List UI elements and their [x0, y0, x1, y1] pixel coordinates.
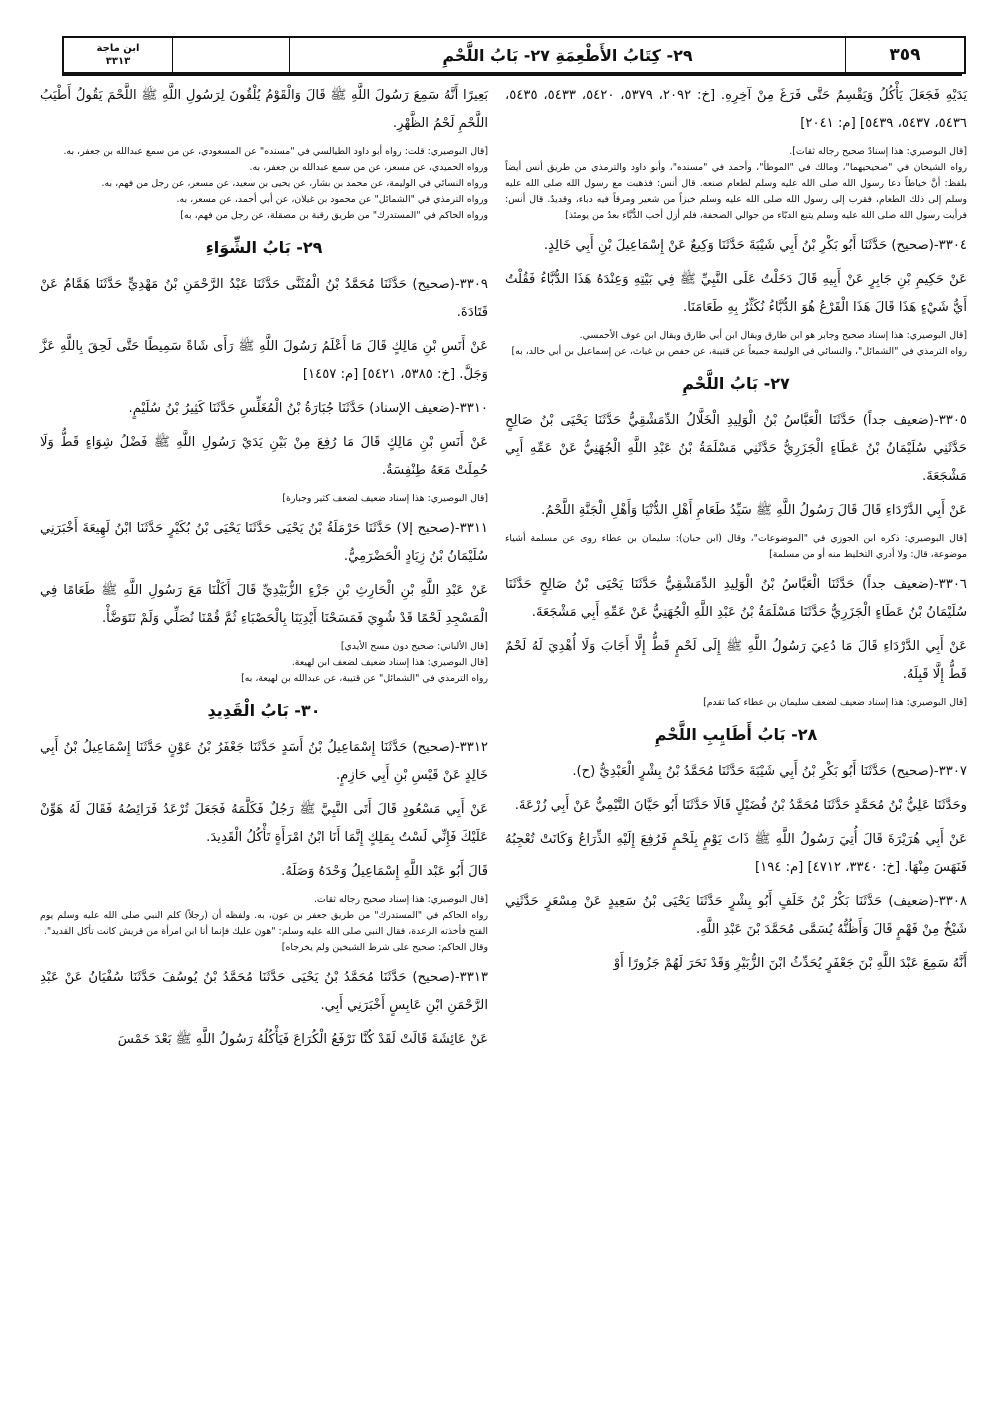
footnote-line: رواه الترمذي في "الشمائل"، والنسائي في الوليمة جميعاً عن قتيبة، عن حفص بن غياث، عن إسماعيل بن أبي خالد، به] — [511, 346, 967, 357]
hadith-paragraph: عَنْ أَبِي الدَّرْدَاءِ قَالَ مَا دُعِيَ رَسُولُ اللَّهِ ﷺ إِلَى لَحْمٍ قَطُّ إِلَّا أَجَابَ وَلَا أُهْدِيَ لَهُ لَحْمٌ قَطُّ إِلَّا قَبِلَهُ. — [505, 639, 967, 682]
footnote-line: ورواه الترمذي في "الشمائل" عن محمود بن غيلان، عن أبي أحمد، عن مسعر، به. — [176, 194, 488, 205]
header-spacer — [173, 38, 290, 72]
hadith-paragraph: عَنْ أَبِي الدَّرْدَاءِ قَالَ قَالَ رَسُولُ اللَّهِ ﷺ سَيِّدُ طَعَامِ أَهْلِ الدُّنْيَا وَأَهْلِ الْجَنَّةِ اللَّحْمُ. — [541, 503, 967, 518]
hadith-paragraph: ٣٣٠٧-(صحيح) حَدَّثَنَا أَبُو بَكْرِ بْنُ أَبِي شَيْبَةَ حَدَّثَنَا مُحَمَّدُ بْنُ بِشْرٍ الْعَبْدِيُّ (ح). — [572, 764, 967, 779]
hadith-paragraph: ٣٣١٠-(ضعيف الإسناد) حَدَّثَنَا جُبَارَةُ بْنُ الْمُغَلِّسِ حَدَّثَنَا كَثِيرُ بْنُ سُلَيْمٍ. — [128, 401, 488, 416]
source-label: ابن ماجة — [96, 43, 140, 54]
footnote-line: رواه الشيخان في "صحيحيهما"، ومالك في "الموطأ"، وأحمد في "مسنده"، وأبو داود والترمذي من طريق أنس أيضاً بلفظ: أنَّ خياطاً دعا رسول الله صلى الله عليه وسلم لطعام صنعه. قال أنس: فذهبت مع رسول الله صلى الله عليه وسلم إلى ذلك الطعام، فقرب إلى رسول الله صلى الله عليه وسلم خبزاً من شعير ومرقاً فيه دباء، وقديدٌ. قال أنس: فرأيت رسول الله صلى الله عليه وسلم يتبع الدبّاء من حوالي الصحفة، فلم أزل أحب الدُّبَّاء بعدُ من يومئذ] — [505, 162, 967, 221]
hadith-paragraph: عَنْ عَبْدِ اللَّهِ بْنِ الْحَارِثِ بْنِ جَزْءٍ الزُّبَيْدِيِّ قَالَ أَكَلْنَا مَعَ رَسُولِ اللَّهِ ﷺ طَعَامًا فِي الْمَسْجِدِ لَحْمًا قَدْ شُوِيَ فَمَسَحْنَا أَيْدِيَنَا بِالْحَصْبَاءِ ثُمَّ قُمْنَا نُصَلِّي وَلَمْ نَتَوَضَّأْ. — [40, 583, 488, 626]
hadith-paragraph: عَنْ أَبِي مَسْعُودٍ قَالَ أَتَى النَّبِيَّ ﷺ رَجُلٌ فَكَلَّمَهُ فَجَعَلَ تُرْعَدُ فَرَائِصُهُ فَقَالَ لَهُ هَوِّنْ عَلَيْكَ فَإِنِّي لَسْتُ بِمَلِكٍ إِنَّمَا أَنَا ابْنُ امْرَأَةٍ تَأْكُلُ الْقَدِيدَ. — [40, 802, 488, 845]
footnote-block — [505, 531, 967, 563]
hadith-paragraph: ٣٣١١-(صحيح إلا) حَدَّثَنَا حَرْمَلَةُ بْنُ يَحْيَى حَدَّثَنَا يَحْيَى بْنُ بُكَيْرٍ حَدَّثَنَا ابْنُ لَهِيعَةَ أَخْبَرَنِي سُلَيْمَانُ بْنُ زِيَادٍ الْحَضْرَمِيُّ. — [40, 521, 488, 564]
hadith-paragraph: ٣٣٠٨-(ضعيف) حَدَّثَنَا بَكْرُ بْنُ خَلَفٍ أَبُو بِشْرٍ حَدَّثَنَا يَحْيَى بْنُ سَعِيدٍ عَنْ مِسْعَرٍ حَدَّثَنِي شَيْخٌ مِنْ فَهْمٍ قَالَ وَأَظُنُّهُ يُسَمَّى مُحَمَّدَ بْنَ عَبْدِ اللَّهِ. — [505, 894, 967, 937]
hadith-paragraph: بَعِيرًا أَنَّهُ سَمِعَ رَسُولَ اللَّهِ ﷺ قَالَ وَالْقَوْمُ يُلْقُونَ لِرَسُولِ اللَّهِ ﷺ اللَّحْمَ يَقُولُ أَطْيَبُ اللَّحْمِ لَحْمُ الظَّهْرِ. — [40, 88, 488, 131]
footnote-line: وقال الحاكم: صحيح على شرط الشيخين ولم يخرجاه] — [281, 942, 488, 953]
page-header — [62, 36, 966, 74]
hadith-paragraph: يَدَيْهِ فَجَعَلَ يَأْكُلُ وَيَقْسِمُ حَتَّى فَرَغَ مِنْ آخِرِهِ. [خ: ٢٠٩٢، ٥٣٧٩، ٥٤٢٠، ٥٤٣٣، ٥٤٣٥، ٥٤٣٦، ٥٤٣٧، ٥٤٣٩] [م: ٢٠٤١] — [505, 88, 968, 131]
footnote-line: ورواه النسائي في الوليمة، عن محمد بن بشار، عن يحيى بن سعيد، عن مسعر، عن رجل من فهم، به. — [101, 178, 488, 189]
footnote-block — [40, 491, 488, 507]
hadith-paragraph: ٣٣١٢-(صحيح) حَدَّثَنَا إِسْمَاعِيلُ بْنُ أَسَدٍ حَدَّثَنَا جَعْفَرُ بْنُ عَوْنٍ حَدَّثَنَا إِسْمَاعِيلُ بْنُ أَبِي خَالِدٍ عَنْ قَيْسِ بْنِ أَبِي حَازِمٍ. — [40, 740, 488, 783]
hadith-paragraph: ٣٣٠٥-(ضعيف جداً) حَدَّثَنَا الْعَبَّاسُ بْنُ الْوَلِيدِ الْخَلَّالُ الدِّمَشْقِيُّ حَدَّثَنَا يَحْيَى بْنُ صَالِحٍ حَدَّثَنِي سُلَيْمَانُ بْنُ عَطَاءٍ الْجَزَرِيُّ حَدَّثَنِي مَسْلَمَةُ بْنُ عَبْدِ اللَّهِ الْجُهَنِيُّ عَنْ عَمِّهِ أَبِي مَشْجَعَةَ. — [505, 413, 967, 484]
hadith-paragraph: عَنْ أَنَسِ بْنِ مَالِكٍ قَالَ مَا أَعْلَمُ رَسُولَ اللَّهِ ﷺ رَأَى شَاةً سَمِيطًا حَتَّى لَحِقَ بِاللَّهِ عَزَّ وَجَلَّ. [خ: ٥٣٨٥، ٥٤٢١] [م: ١٤٥٧] — [40, 339, 488, 382]
left-column — [40, 82, 488, 1060]
footnote-line: [قال البوصيري: هذا إسناد ضعيف لضعف كثير وجبارة] — [282, 493, 488, 504]
book-title: ٢٩- كِتَابُ الأَطْعِمَةِ ٢٧- بَابُ اللَّحْمِ — [290, 38, 846, 72]
footnote-line: [قال البوصيري: هذا إسناد صحيح رجاله ثقات. — [313, 894, 488, 905]
hadith-paragraph: ٣٣٠٤-(صحيح) حَدَّثَنَا أَبُو بَكْرِ بْنُ أَبِي شَيْبَةَ حَدَّثَنَا وَكِيعٌ عَنْ إِسْمَاعِيلَ بْنِ أَبِي خَالِدٍ. — [543, 238, 967, 253]
right-column — [505, 82, 967, 984]
chapter-heading: ٢٩- بَابُ الشِّوَاءِ — [205, 238, 323, 257]
footnote-block — [505, 695, 967, 711]
chapter-heading: ٣٠- بَابُ الْقَدِيدِ — [207, 701, 321, 720]
source-box — [64, 38, 173, 72]
footnote-line: رواه الحاكم في "المستدرك" من طريق جعفر بن عون، به. ولفظه أن (رجلاً) كلم النبي صلى الله عليه وسلم يوم الفتح فأخذته الرعدة، فقال النبي صلى الله عليه وسلم: "هون عليك فإنما أنا ابن امرأة من قريش كانت تأكل القديد". — [40, 910, 488, 937]
footnote-block — [40, 144, 488, 224]
footnote-line: [قال البوصيري: هذا إسناد ضعيف لضعف ابن لهيعة. — [291, 657, 488, 668]
header-divider — [62, 74, 962, 76]
source-number: ٣٣١٣ — [105, 56, 131, 67]
chapter-heading: ٢٨- بَابُ أَطَايِبِ اللَّحْمِ — [654, 725, 818, 744]
hadith-paragraph: ٣٣٠٦-(ضعيف جداً) حَدَّثَنَا الْعَبَّاسُ بْنُ الْوَلِيدِ الدِّمَشْقِيُّ حَدَّثَنَا يَحْيَى بْنُ صَالِحٍ حَدَّثَنَا سُلَيْمَانُ بْنُ عَطَاءٍ الْجَزَرِيُّ حَدَّثَنَا مَسْلَمَةُ بْنُ عَبْدِ اللَّهِ الْجُهَنِيُّ عَنْ عَمِّهِ أَبِي مَشْجَعَةَ. — [505, 577, 967, 620]
hadith-paragraph: قَالَ أَبُو عَبْد اللَّهِ إِسْمَاعِيلُ وَحْدَهُ وَصَلَهُ. — [281, 864, 488, 879]
page-number: ٣٥٩ — [889, 45, 921, 65]
hadith-paragraph: ٣٣١٣-(صحيح) حَدَّثَنَا مُحَمَّدُ بْنُ يَحْيَى حَدَّثَنَا مُحَمَّدُ بْنُ يُوسُفَ حَدَّثَنَا سُفْيَانُ عَنْ عَبْدِ الرَّحْمَنِ ابْنِ عَابِسٍ أَخْبَرَنِي أَبِي. — [40, 970, 488, 1013]
footnote-line: رواه الترمذي في "الشمائل" عن قتيبة، عن عبدالله بن لهيعة، به] — [241, 673, 488, 684]
chapter-heading: ٢٧- بَابُ اللَّحْمِ — [682, 374, 790, 393]
footnote-line: [قال البوصيري: هذا إسناد صحيح وجابر هو ابن طارق ويقال ابن أبي طارق ويقال ابن عوف الأحمسي. — [579, 330, 967, 341]
footnote-block — [505, 328, 967, 360]
hadith-paragraph: عَنْ أَبِي هُرَيْرَةَ قَالَ أُتِيَ رَسُولُ اللَّهِ ﷺ ذَاتَ يَوْمٍ بِلَحْمٍ فَرُفِعَ إِلَيْهِ الذِّرَاعُ وَكَانَتْ تُعْجِبُهُ فَنَهَسَ مِنْهَا. [خ: ٣٣٤٠، ٤٧١٢] [م: ١٩٤] — [505, 832, 967, 875]
footnote-line: [قال الألباني: صحيح دون مسح الأيدي] — [340, 641, 488, 652]
footnote-block — [505, 144, 967, 224]
footnote-line: [قال البوصيري: ذكره ابن الجوزي في "الموضوعات"، وقال (ابن حبان): سليمان بن عطاء روى عن مسلمة أشياء موضوعة، قال: ولا أدري التخليط منه أو من مسلمة] — [505, 533, 967, 560]
footnote-line: ورواه الحميدي، عن مسعر، عن من سمع عبدالله بن جعفر، به. — [249, 162, 488, 173]
footnote-block — [40, 639, 488, 687]
footnote-line: [قال البوصيري: قلت: رواه أبو داود الطيالسي في "مسنده" عن المسعودي، عن من سمع عبدالله بن جعفر، به. — [63, 146, 488, 157]
footnote-block — [40, 892, 488, 956]
hadith-paragraph: أَنَّهُ سَمِعَ عَبْدَ اللَّهِ بْنَ جَعْفَرٍ يُحَدِّثُ ابْنَ الزُّبَيْرِ وَقَدْ نَحَرَ لَهُمْ جَزُورًا أَوْ — [613, 956, 967, 971]
hadith-paragraph: وحَدَّثَنَا عَلِيُّ بْنُ مُحَمَّدٍ حَدَّثَنَا مُحَمَّدُ بْنُ فُضَيْلٍ قَالَا حَدَّثَنَا أَبُو حَيَّانَ التَّيْمِيُّ عَنْ أَبِي زُرْعَةَ. — [514, 798, 967, 813]
hadith-paragraph: عَنْ أَنَسِ بْنِ مَالِكٍ قَالَ مَا رُفِعَ مِنْ بَيْنِ يَدَيْ رَسُولِ اللَّهِ ﷺ فَضْلُ شِوَاءٍ قَطُّ وَلَا حُمِلَتْ مَعَهُ طِنْفِسَةٌ. — [40, 435, 488, 478]
hadith-paragraph: ٣٣٠٩-(صحيح) حَدَّثَنَا مُحَمَّدُ بْنُ الْمُثَنَّى حَدَّثَنَا عَبْدُ الرَّحْمَنِ بْنُ مَهْدِيٍّ حَدَّثَنَا هَمَّامٌ عَنْ قَتَادَةَ. — [40, 277, 488, 320]
hadith-paragraph: عَنْ عَائِشَةَ قَالَتْ لَقَدْ كُنَّا نَرْفَعُ الْكُرَاعَ فَيَأْكُلُهُ رَسُولُ اللَّهِ ﷺ بَعْدَ خَمْسَ — [117, 1032, 488, 1047]
footnote-line: [قال البوصيري: هذا إسنادٌ صحيح رجاله ثقات]. — [789, 146, 967, 157]
hadith-paragraph: عَنْ حَكِيمِ بْنِ جَابِرٍ عَنْ أَبِيهِ قَالَ دَخَلْتُ عَلَى النَّبِيِّ ﷺ فِي بَيْتِهِ وَعِنْدَهُ هَذَا الدُّبَّاءُ فَقُلْتُ أَيُّ شَيْءٍ هَذَا قَالَ هَذَا الْقَرْعُ هُوَ الدُّبَّاءُ نُكَثِّرُ بِهِ طَعَامَنَا. — [505, 272, 967, 315]
footnote-line: ورواه الحاكم في "المستدرك" من طريق رقبة بن مصقلة، عن رجل من فهم، به] — [180, 210, 488, 221]
footnote-line: [قال البوصيري: هذا إسناد ضعيف لضعف سليمان بن عطاء كما تقدم] — [703, 697, 967, 708]
